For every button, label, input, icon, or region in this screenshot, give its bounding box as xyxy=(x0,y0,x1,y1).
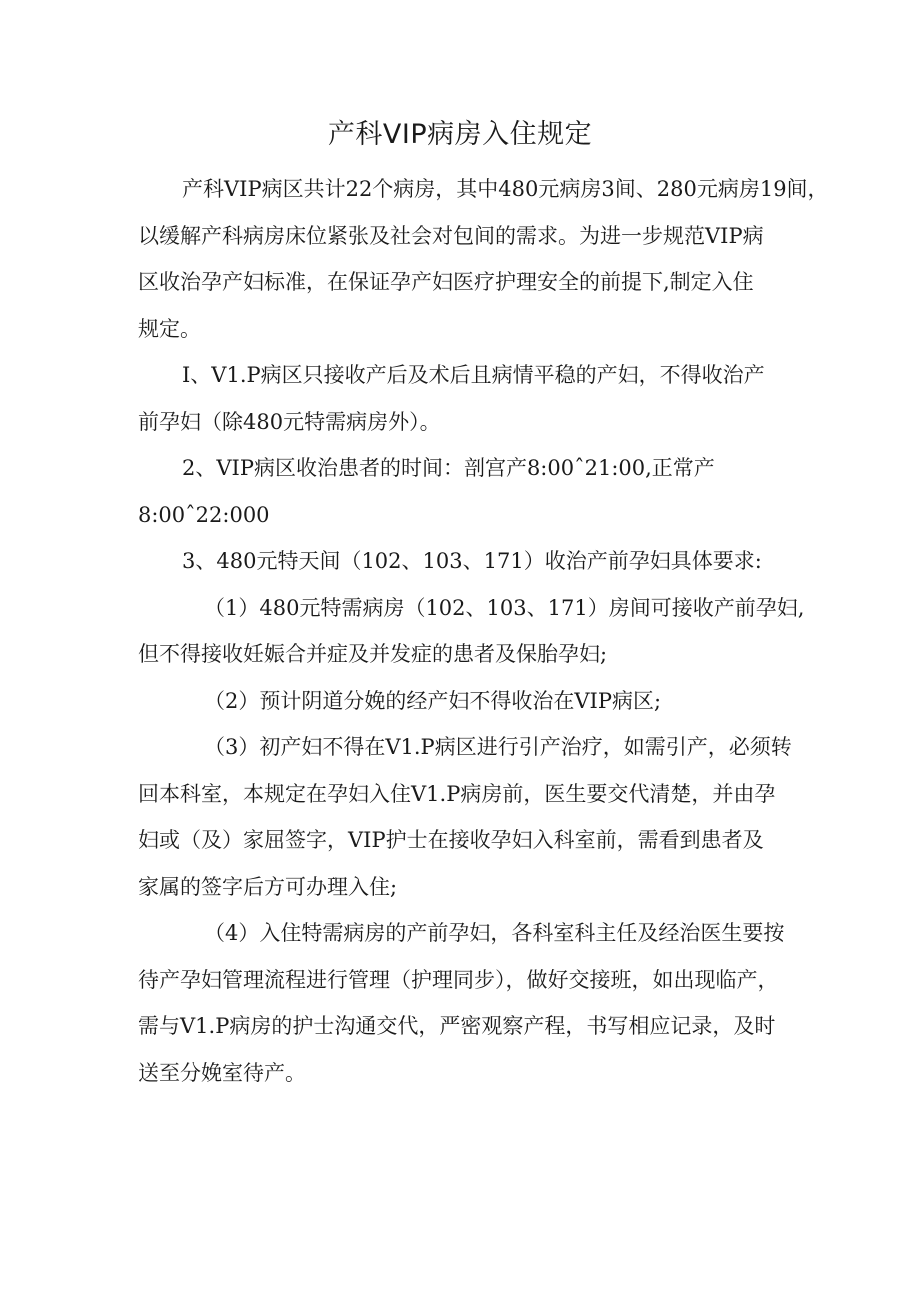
rule-3-item-3-line: （3）初产妇不得在V1.P病区进行引产治疗，如需引产，必须转 xyxy=(204,735,792,759)
rule-1-line: 前孕妇（除480元特需病房外）。 xyxy=(138,409,441,434)
rule-2-line: 8:00ˆ22:000 xyxy=(138,502,270,527)
rule-3-item-3-line: 妇或（及）家屈签字，VIP护士在接收孕妇入科室前，需看到患者及 xyxy=(138,828,764,852)
rule-3-item-4-line: 待产孕妇管理流程进行管理（护理同步），做好交接班，如出现临产， xyxy=(138,967,779,992)
rule-1-line: I、V1.P病区只接收产后及术后且病情平稳的产妇，不得收治产 xyxy=(182,363,765,387)
rule-3-item-4-line: 需与V1.P病房的护士沟通交代，严密观察产程，书写相应记录，及时 xyxy=(138,1014,776,1038)
rule-3-item-3-line: 家属的签字后方可办理入住; xyxy=(138,874,398,899)
rule-3-item-1-line: 但不得接收妊娠合并症及并发症的患者及保胎孕妇; xyxy=(138,642,608,666)
rule-3-item-1-line: （1）480元特需病房（102、103、171）房间可接收产前孕妇, xyxy=(204,595,805,620)
paragraph-intro-line: 以缓解产科病房床位紧张及社会对包间的需求。为进一步规范VIP病 xyxy=(138,223,764,248)
rule-2-line: 2、VIP病区收治患者的时间：剖宫产8:00ˆ21:00,正常产 xyxy=(182,456,715,480)
paragraph-intro-line: 产科VIP病区共计22个病房，其中480元病房3间、280元病房19间， xyxy=(182,177,829,201)
rule-3-line: 3、480元特天间（102、103、171）收治产前孕妇具体要求: xyxy=(182,549,762,573)
document-body xyxy=(138,166,829,1096)
rule-3-item-4-line: （4）入住特需病房的产前孕妇，各科室科主任及经治医生要按 xyxy=(204,921,785,945)
page-title: 产科VIP病房入住规定 xyxy=(327,119,593,150)
rule-3-item-4-line: 送至分娩室待产。 xyxy=(138,1060,306,1085)
rule-3-item-3-line: 回本科室，本规定在孕妇入住V1.P病房前，医生要交代清楚，并由孕 xyxy=(138,781,776,806)
paragraph-intro-line: 规定。 xyxy=(138,316,201,341)
paragraph-intro-line: 区收治孕产妇标准，在保证孕产妇医疗护理安全的前提下,制定入住 xyxy=(138,270,754,294)
rule-3-item-2-line: （2）预计阴道分娩的经产妇不得收治在VIP病区; xyxy=(204,688,662,713)
